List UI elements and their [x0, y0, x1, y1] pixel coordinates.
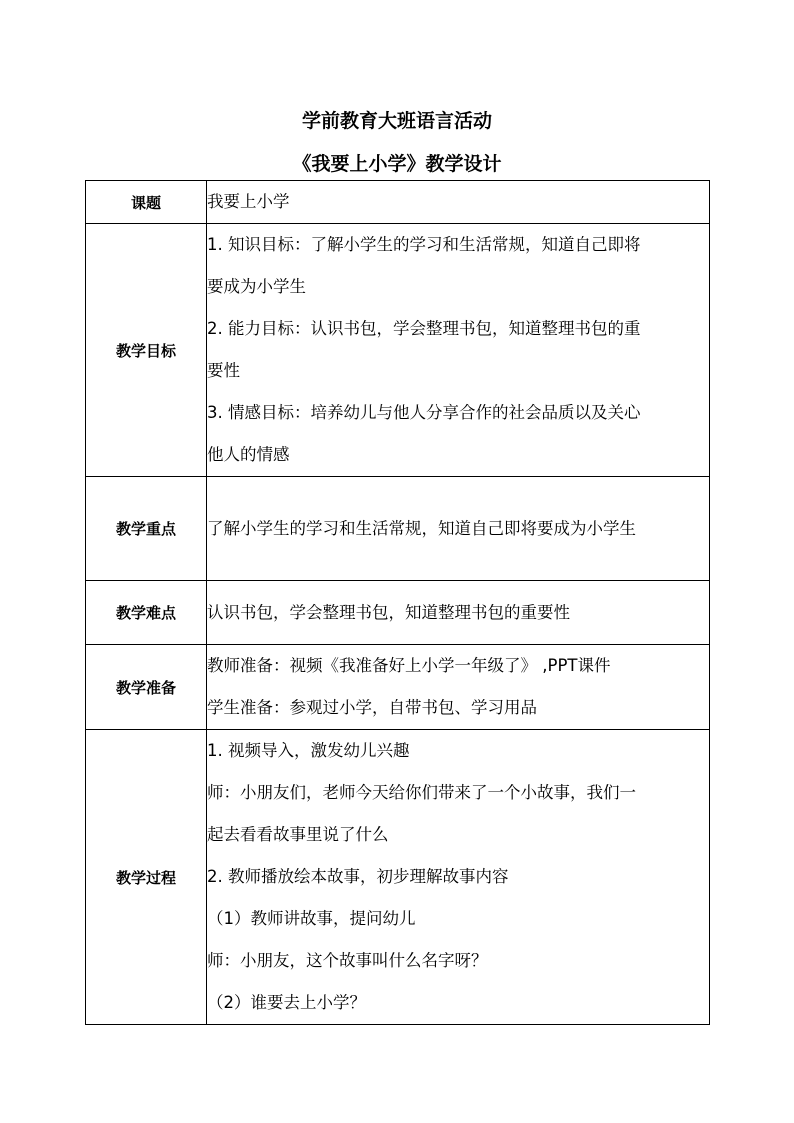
goals-line: 要性	[207, 361, 240, 380]
preparation-line: 教师准备：视频《我准备好上小学一年级了》 ,PPT课件	[207, 656, 611, 675]
process-line: 2. 教师播放绘本故事，初步理解故事内容	[207, 867, 509, 886]
table-row-topic	[86, 181, 710, 224]
table-row-key-points	[86, 477, 710, 581]
table-row-preparation	[86, 645, 710, 730]
key-points-text: 了解小学生的学习和生活常规，知道自己即将要成为小学生	[207, 518, 636, 538]
row-label-topic: 课题	[86, 181, 207, 224]
process-line: 师：小朋友，这个故事叫什么名字呀？	[207, 951, 488, 970]
goals-content	[207, 224, 710, 477]
preparation-content	[207, 645, 710, 730]
topic-value: 我要上小学	[207, 181, 710, 224]
process-content	[207, 730, 710, 1025]
goals-line: 他人的情感	[207, 445, 290, 464]
table-row-process	[86, 730, 710, 1025]
preparation-line: 学生准备：参观过小学，自带书包、学习用品	[207, 698, 537, 717]
difficulties-text: 认识书包，学会整理书包，知道整理书包的重要性	[207, 602, 570, 622]
table-row-difficulties	[86, 581, 710, 645]
process-line: 1. 视频导入，激发幼儿兴趣	[207, 741, 410, 760]
goals-line: 3. 情感目标：培养幼儿与他人分享合作的社会品质以及关心	[207, 403, 641, 422]
goals-line: 1. 知识目标：了解小学生的学习和生活常规，知道自己即将	[207, 235, 641, 254]
row-label-difficulties: 教学难点	[86, 581, 207, 645]
process-line: 起去看看故事里说了什么	[207, 825, 389, 844]
row-label-process: 教学过程	[86, 730, 207, 1025]
row-label-key-points: 教学重点	[86, 477, 207, 581]
lesson-plan-table	[85, 180, 710, 1025]
key-points-value	[207, 477, 710, 581]
document-title-line2: 《我要上小学》教学设计	[292, 153, 502, 175]
table-row-goals	[86, 224, 710, 477]
row-label-goals: 教学目标	[86, 224, 207, 477]
row-label-preparation: 教学准备	[86, 645, 207, 730]
goals-line: 2. 能力目标：认识书包，学会整理书包，知道整理书包的重	[207, 319, 641, 338]
goals-line: 要成为小学生	[207, 277, 306, 296]
difficulties-value	[207, 581, 710, 645]
process-line: （2）谁要去上小学？	[207, 993, 366, 1012]
document-title-line1: 学前教育大班语言活动	[301, 110, 492, 132]
process-line: 师：小朋友们，老师今天给你们带来了一个小故事，我们一	[207, 783, 636, 802]
process-line: （1）教师讲故事，提问幼儿	[207, 909, 416, 928]
